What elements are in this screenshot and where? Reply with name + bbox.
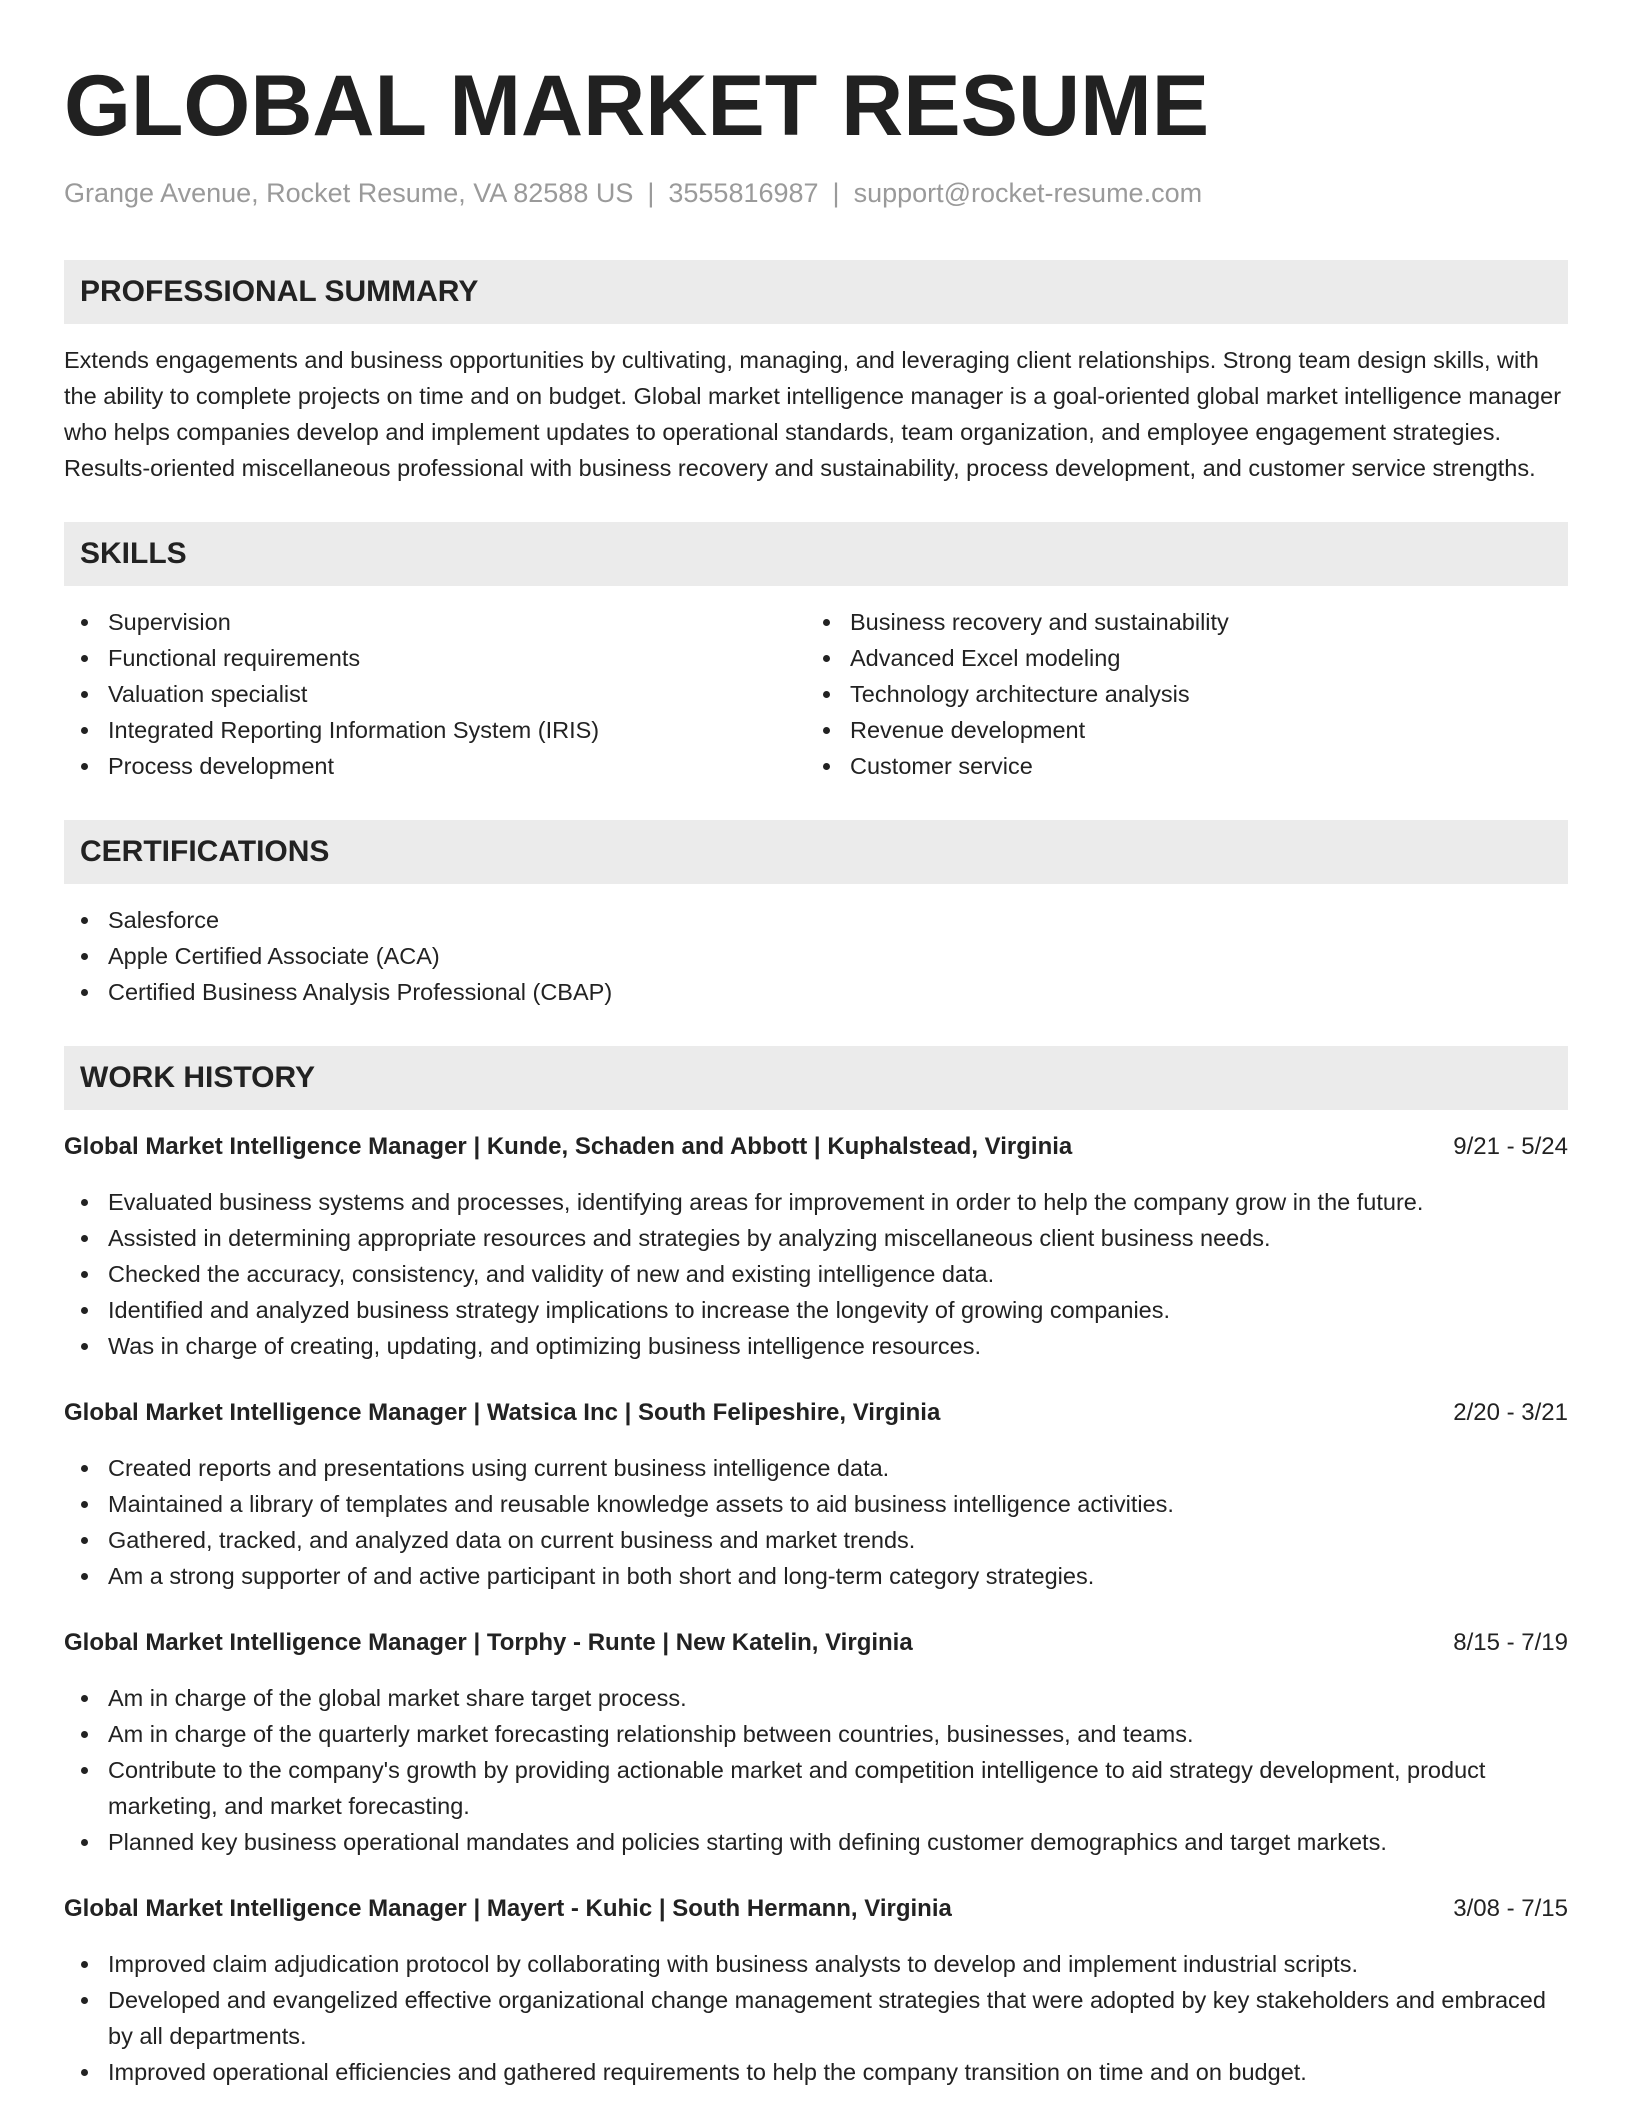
job-bullets	[64, 1946, 1568, 2090]
job-bullet: Am a strong supporter of and active participant in both short and long-term category strategies.	[64, 1558, 1568, 1594]
section-heading-work-history: WORK HISTORY	[64, 1046, 1568, 1110]
certification-item: Salesforce	[64, 902, 1568, 938]
job-bullet: Planned key business operational mandates and policies starting with defining customer demographics and target markets.	[64, 1824, 1568, 1860]
contact-separator: |	[832, 178, 840, 208]
job-bullet: Assisted in determining appropriate resources and strategies by analyzing miscellaneous client business needs.	[64, 1220, 1568, 1256]
job-header	[64, 1130, 1568, 1164]
job-entry	[64, 1892, 1568, 2090]
skill-item: Valuation specialist	[64, 676, 806, 712]
job-bullet: Checked the accuracy, consistency, and validity of new and existing intelligence data.	[64, 1256, 1568, 1292]
job-bullet: Improved operational efficiencies and gathered requirements to help the company transition on time and on budget.	[64, 2054, 1568, 2090]
job-title: Global Market Intelligence Manager | Watsica Inc | South Felipeshire, Virginia	[64, 1399, 941, 1426]
summary-text: Extends engagements and business opportunities by cultivating, managing, and leveraging client relationships. Strong team design skills, with the ability to complete projects on time and on budget. Global market intelligence manager is a goal-oriented global market intelligence manager who helps companies develop and implement updates to operational standards, team organization, and employee engagement strategies. Results-oriented miscellaneous professional with business recovery and sustainability, process development, and customer service strengths.	[64, 347, 1562, 481]
job-entry	[64, 1130, 1568, 1364]
skill-item: Supervision	[64, 604, 806, 640]
job-entry	[64, 1626, 1568, 1860]
certification-item: Certified Business Analysis Professional (CBAP)	[64, 974, 1568, 1010]
job-bullet: Maintained a library of templates and reusable knowledge assets to aid business intelligence activities.	[64, 1486, 1568, 1522]
job-bullet: Gathered, tracked, and analyzed data on current business and market trends.	[64, 1522, 1568, 1558]
certifications-list	[64, 902, 1568, 1010]
skills-column-right	[806, 604, 1548, 784]
job-bullets	[64, 1184, 1568, 1364]
job-bullet: Am in charge of the global market share target process.	[64, 1680, 1568, 1716]
job-bullet: Contribute to the company's growth by providing actionable market and competition intelligence to aid strategy development, product marketing, and market forecasting.	[64, 1752, 1568, 1824]
job-bullet: Am in charge of the quarterly market forecasting relationship between countries, businesses, and teams.	[64, 1716, 1568, 1752]
job-bullets	[64, 1680, 1568, 1860]
section-heading-certifications: CERTIFICATIONS	[64, 820, 1568, 884]
job-bullets	[64, 1450, 1568, 1594]
skill-item: Revenue development	[806, 712, 1548, 748]
contact-line	[64, 176, 1568, 210]
contact-separator: |	[647, 178, 655, 208]
job-bullet: Developed and evangelized effective organizational change management strategies that were adopted by key stakeholders and embraced by all departments.	[64, 1982, 1568, 2054]
job-header	[64, 1892, 1568, 1926]
job-dates: 2/20 - 3/21	[1453, 1399, 1568, 1426]
skill-item: Advanced Excel modeling	[806, 640, 1548, 676]
skill-item: Business recovery and sustainability	[806, 604, 1548, 640]
contact-address: Grange Avenue, Rocket Resume, VA 82588 US	[64, 178, 634, 208]
job-entry	[64, 1396, 1568, 1594]
job-dates: 9/21 - 5/24	[1453, 1133, 1568, 1160]
job-bullet: Improved claim adjudication protocol by collaborating with business analysts to develop and implement industrial scripts.	[64, 1946, 1568, 1982]
job-title: Global Market Intelligence Manager | Torphy - Runte | New Katelin, Virginia	[64, 1629, 913, 1656]
job-title: Global Market Intelligence Manager | Kunde, Schaden and Abbott | Kuphalstead, Virginia	[64, 1133, 1073, 1160]
skill-item: Technology architecture analysis	[806, 676, 1548, 712]
job-header	[64, 1396, 1568, 1430]
section-heading-summary: PROFESSIONAL SUMMARY	[64, 260, 1568, 324]
job-bullet: Was in charge of creating, updating, and optimizing business intelligence resources.	[64, 1328, 1568, 1364]
skill-item: Functional requirements	[64, 640, 806, 676]
skill-item: Customer service	[806, 748, 1548, 784]
certification-item: Apple Certified Associate (ACA)	[64, 938, 1568, 974]
job-header	[64, 1626, 1568, 1660]
skills-list	[64, 604, 1568, 784]
job-bullet: Evaluated business systems and processes, identifying areas for improvement in order to help the company grow in the future.	[64, 1184, 1568, 1220]
job-title: Global Market Intelligence Manager | Mayert - Kuhic | South Hermann, Virginia	[64, 1895, 952, 1922]
skill-item: Process development	[64, 748, 806, 784]
job-dates: 3/08 - 7/15	[1453, 1895, 1568, 1922]
job-bullet: Created reports and presentations using current business intelligence data.	[64, 1450, 1568, 1486]
section-heading-skills: SKILLS	[64, 522, 1568, 586]
skill-item: Integrated Reporting Information System (IRIS)	[64, 712, 806, 748]
resume-name: GLOBAL MARKET RESUME	[64, 58, 1210, 154]
contact-email: support@rocket-resume.com	[853, 178, 1203, 208]
skills-column-left	[64, 604, 806, 784]
job-dates: 8/15 - 7/19	[1453, 1629, 1568, 1656]
contact-phone: 3555816987	[668, 178, 819, 208]
resume-page	[64, 56, 1568, 2090]
job-bullet: Identified and analyzed business strategy implications to increase the longevity of growing companies.	[64, 1292, 1568, 1328]
